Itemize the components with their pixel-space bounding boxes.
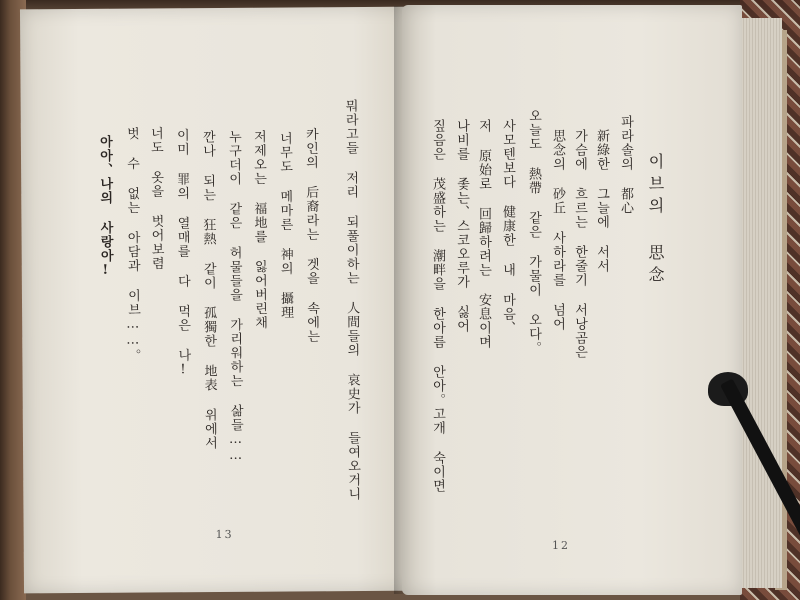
poem-title: 이브의 思念 bbox=[646, 153, 665, 288]
page-number: 12 bbox=[552, 539, 570, 552]
left-page bbox=[20, 7, 416, 594]
right-page bbox=[402, 5, 742, 595]
poem-line: 저 原始로 回歸하려는 安息이며 bbox=[476, 119, 491, 349]
page-number: 13 bbox=[215, 527, 234, 542]
page-stack bbox=[738, 18, 782, 588]
poem-line: 너무도 메마른 神의 攝理 bbox=[276, 131, 294, 320]
poem-line: 짚음은 茂盛하는 潮畔을 한아름 안아。고개 숙이면 bbox=[430, 119, 445, 493]
poem-line: 가슴에 흐르는 한줄기 서낭곰은 bbox=[572, 129, 587, 359]
poem-line: 아아、나의 사랑아! bbox=[96, 134, 113, 279]
poem-line: 너도 옷을 벗어보렴 bbox=[147, 126, 164, 271]
poem-line: 新綠한 그늘에 서서 bbox=[594, 129, 609, 273]
poem-line: 뭐라고들 저리 되풀이하는 人間들의 哀史가 들여오거니 bbox=[342, 99, 361, 502]
poem-line: 이미 罪의 열매를 다 먹은 나! bbox=[173, 128, 191, 379]
poem-line: 깐나 되는 狂熱 같이 孤獨한 地表 위에서 bbox=[199, 130, 218, 451]
poem-line: 오늘도 熱帶 같은 가물이 오다。 bbox=[526, 109, 541, 355]
poem-line: 파라솔의 都心 bbox=[618, 115, 633, 215]
poem-line: 카인의 后裔라는 겟을 속에는 bbox=[302, 127, 320, 344]
poem-line: 사모텐보다 健康한 내 마음、 bbox=[500, 119, 515, 335]
poem-line: 나비를 좇는、스코오루가 싫어 bbox=[454, 119, 469, 333]
poem-line: 저제오는 福地를 잃어버린채 bbox=[250, 129, 268, 330]
poem-line: 벗 수 없는 아담과 이브……。 bbox=[123, 126, 141, 363]
poem-line: 思念의 砂丘 사하라를 넘어 bbox=[550, 129, 565, 331]
poem-line: 누구더이 같은 허물들을 가리워하는 삶들…… bbox=[225, 129, 244, 464]
